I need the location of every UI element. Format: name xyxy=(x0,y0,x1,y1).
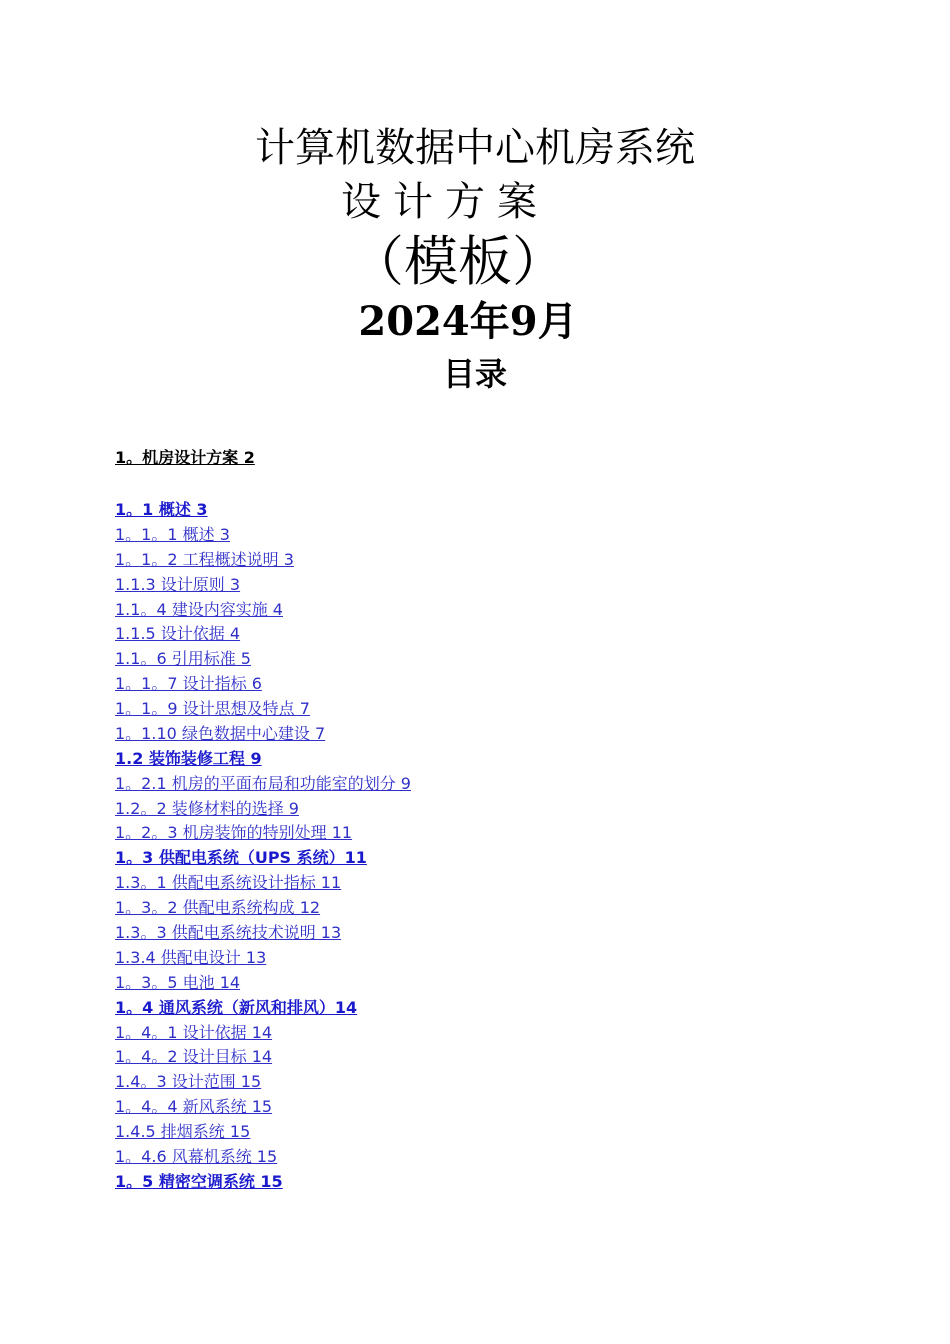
toc-entry[interactable]: 1.2 装饰装修工程 9 xyxy=(115,749,262,768)
toc-entry[interactable]: 1。3。5 电池 14 xyxy=(115,973,241,992)
toc-entry[interactable]: 1。5 精密空调系统 15 xyxy=(115,1172,283,1191)
toc-entry[interactable]: 1.1.3 设计原则 3 xyxy=(115,575,241,594)
toc-entry[interactable]: 1。4。1 设计依据 14 xyxy=(115,1023,273,1042)
toc-entry[interactable]: 1。3。2 供配电系统构成 12 xyxy=(115,898,321,917)
document-title-line3: （模板） xyxy=(350,230,566,293)
toc-entry[interactable]: 1。1。7 设计指标 6 xyxy=(115,674,262,693)
toc-entry[interactable]: 1。1。9 设计思想及特点 7 xyxy=(115,699,310,718)
toc-entry[interactable]: 1.3。3 供配电系统技术说明 13 xyxy=(115,923,342,942)
document-title-line2: 设计方案 xyxy=(341,179,549,225)
toc-heading: 目录 xyxy=(442,355,507,393)
toc-entry[interactable]: 1。4.6 风幕机系统 15 xyxy=(115,1147,278,1166)
document-title-line1: 计算机数据中心机房系统 xyxy=(255,125,695,171)
toc-entry[interactable]: 1.4.5 排烟系统 15 xyxy=(115,1122,251,1141)
toc-entry[interactable]: 1.3.4 供配电设计 13 xyxy=(115,948,267,967)
toc-entry[interactable]: 1。1 概述 3 xyxy=(115,500,208,519)
toc-entry[interactable]: 1。2。3 机房装饰的特别处理 11 xyxy=(115,823,353,842)
toc-entry[interactable]: 1.1。6 引用标准 5 xyxy=(115,649,251,668)
toc-entry[interactable]: 1。机房设计方案 2 xyxy=(115,448,255,467)
toc-entry[interactable]: 1。4。4 新风系统 15 xyxy=(115,1097,273,1116)
toc-entry[interactable]: 1.3。1 供配电系统设计指标 11 xyxy=(115,873,342,892)
toc-entry[interactable]: 1。4。2 设计目标 14 xyxy=(115,1047,273,1066)
document-date: 2024年9月 xyxy=(358,298,578,345)
toc-entry[interactable]: 1.1.5 设计依据 4 xyxy=(115,624,241,643)
toc-entry[interactable]: 1。1.10 绿色数据中心建设 7 xyxy=(115,724,326,743)
toc-entry[interactable]: 1.1。4 建设内容实施 4 xyxy=(115,600,283,619)
toc-entry[interactable]: 1。1。1 概述 3 xyxy=(115,525,230,544)
toc-entry[interactable]: 1.2。2 装修材料的选择 9 xyxy=(115,799,299,818)
toc-entry[interactable]: 1。2.1 机房的平面布局和功能室的划分 9 xyxy=(115,774,411,793)
toc-entry[interactable]: 1。1。2 工程概述说明 3 xyxy=(115,550,294,569)
toc-entry[interactable]: 1.4。3 设计范围 15 xyxy=(115,1072,262,1091)
toc-entry[interactable]: 1。4 通风系统（新风和排风）14 xyxy=(115,998,358,1017)
toc-entry[interactable]: 1。3 供配电系统（UPS 系统）11 xyxy=(115,848,367,867)
